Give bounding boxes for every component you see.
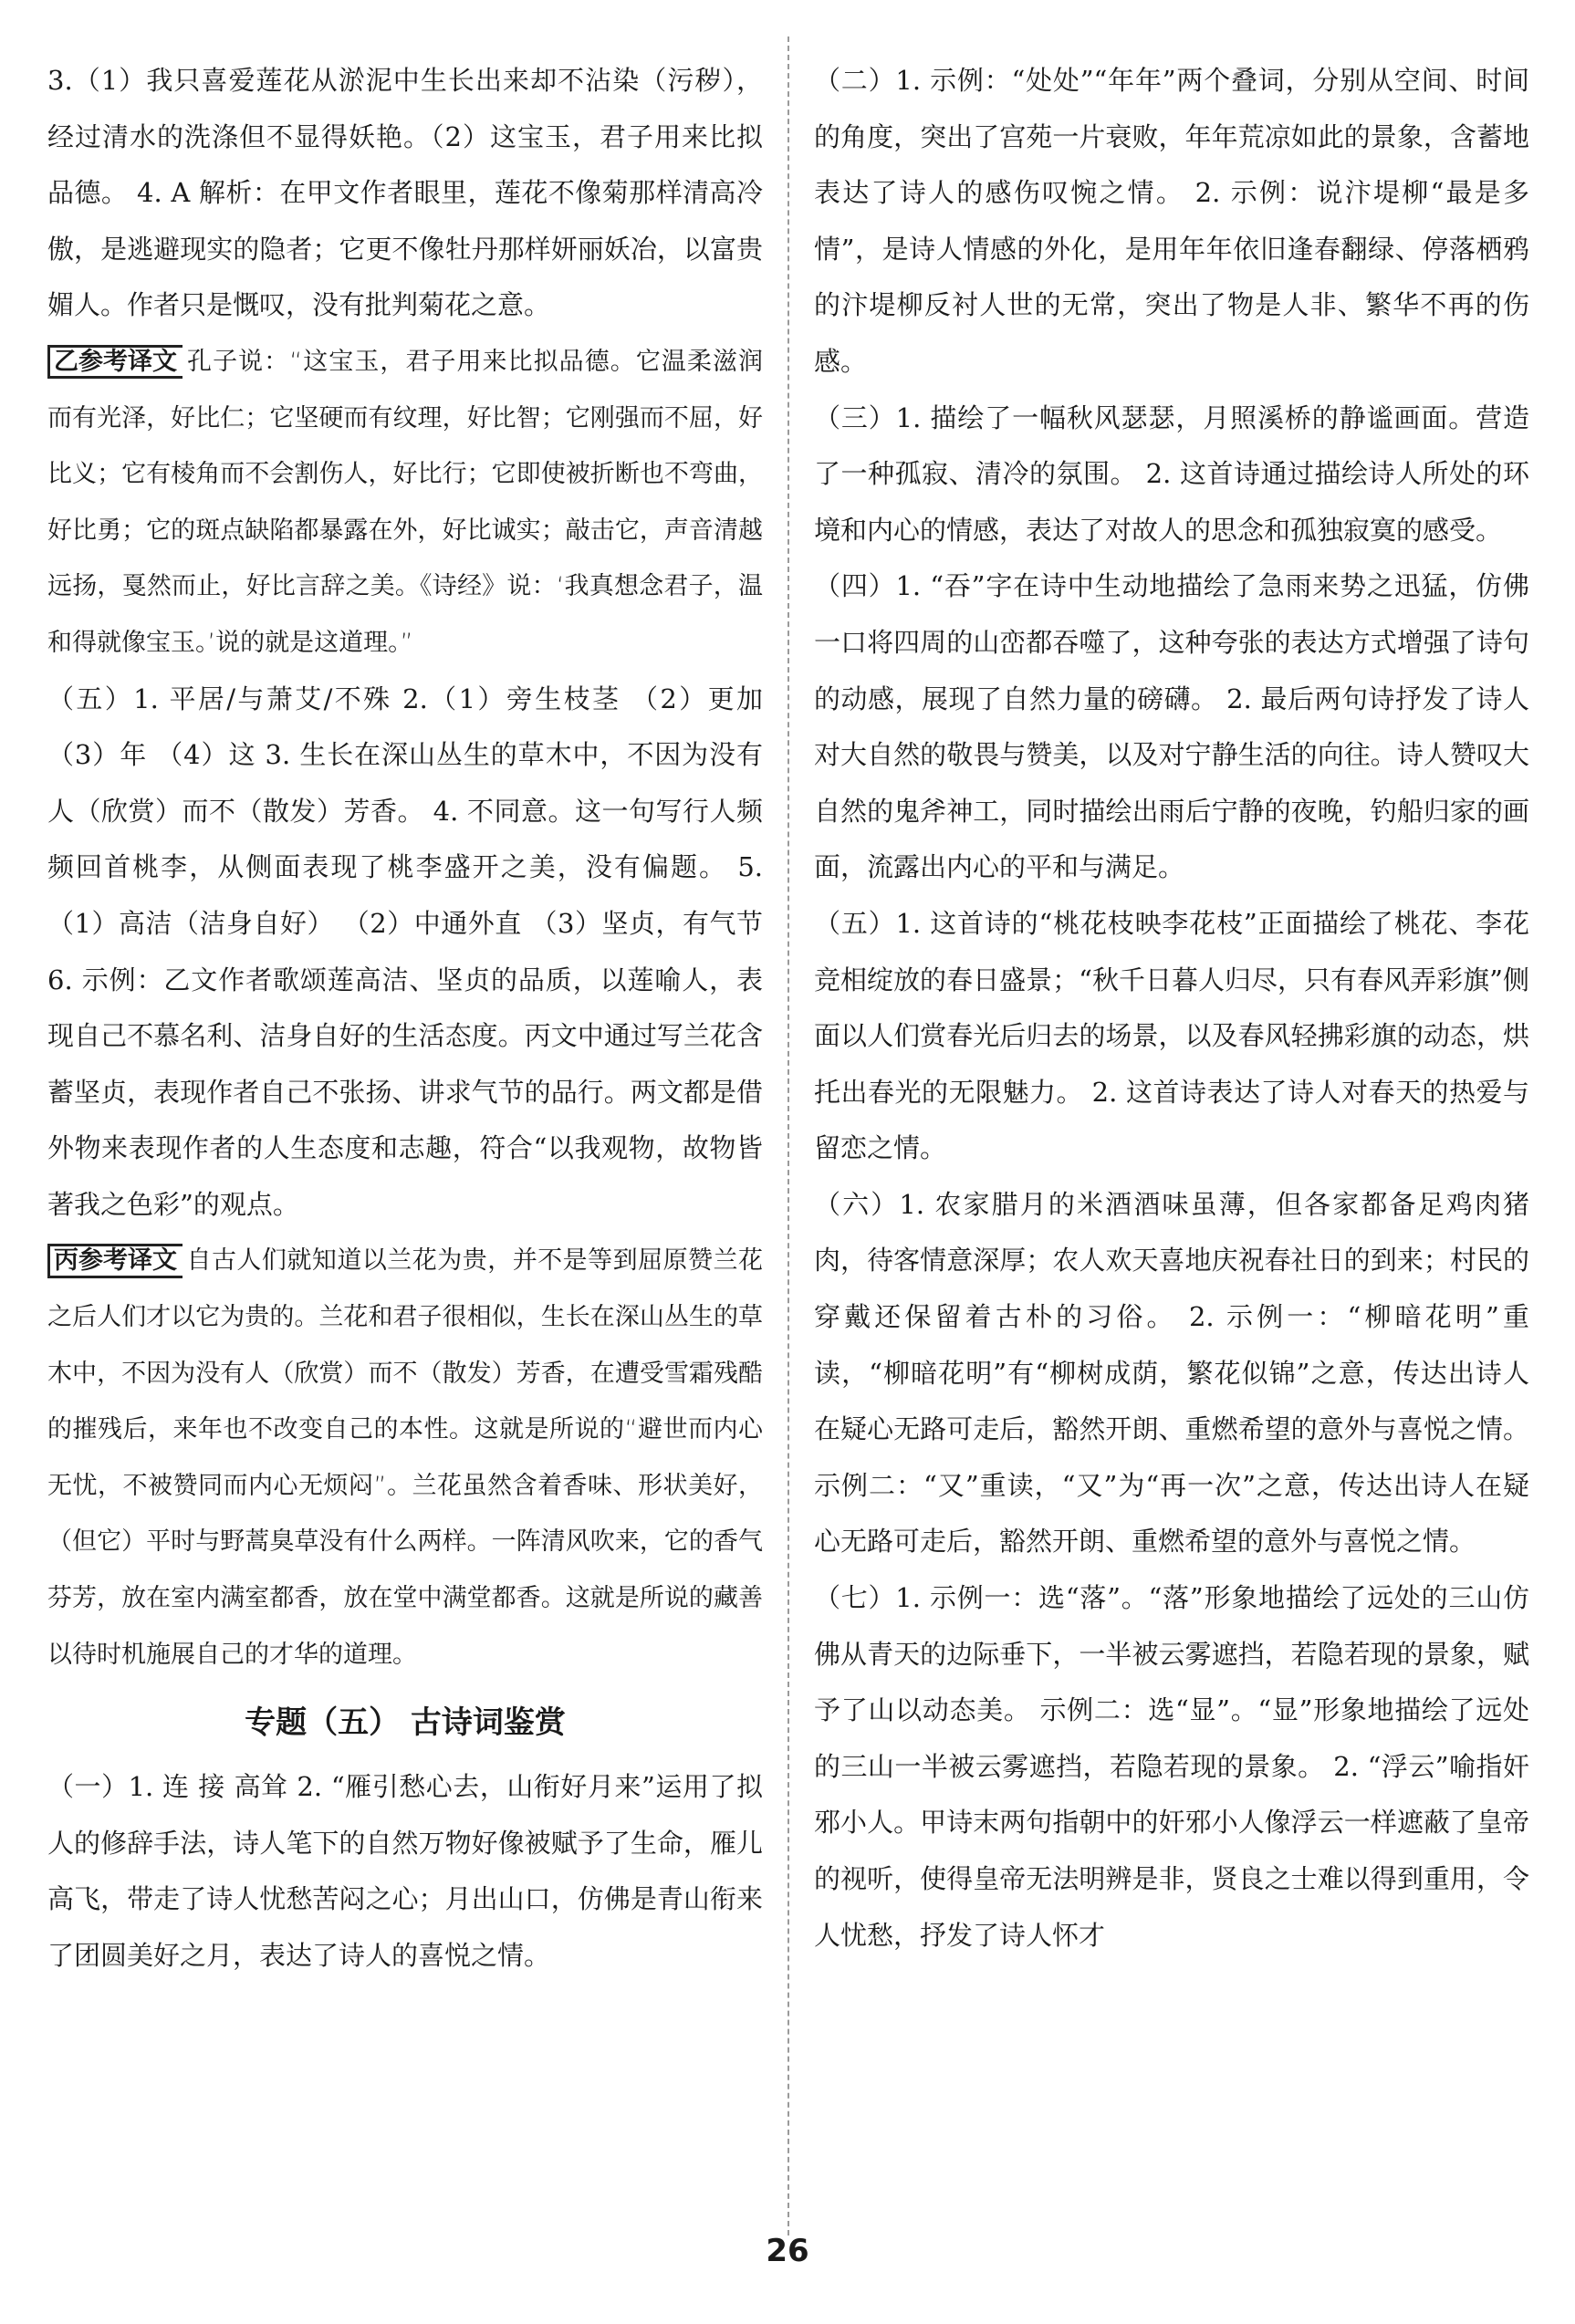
translation-tag-yi: 乙参考译文 [47, 345, 183, 379]
left-column [47, 53, 763, 2206]
translation-yi-text: 孔子说：“这宝玉，君子用来比拟品德。它温柔滋润而有光泽，好比仁；它坚硬而有纹理，好比智；它刚强而不屈，好比义；它有棱角而不会割伤人，好比行；它即使被折断也不弯曲，好比勇；它的斑点缺陷都暴露在外，好比诚实；敲击它，声音清越远扬，戛然而止，好比言辞之美。《诗经》说：‘我真想念君子，温和得就像宝玉。’说的就是这道理。” [47, 347, 763, 657]
answer-block-poetry-7: （七）1. 示例一：选“落”。“落”形象地描绘了远处的三山仿佛从青天的边际垂下，一半被云雾遮挡，若隐若现的景象，赋予了山以动态美。 示例二：选“显”。“显”形象地描绘了远处的三山一半被云雾遮挡，若隐若现的景象。 2. “浮云”喻指奸邪小人。甲诗末两句指朝中的奸邪小人像浮云一样遮蔽了皇帝的视听，使得皇帝无法明辨是非，贤良之士难以得到重用，令人忧愁，抒发了诗人怀才 [814, 1582, 1529, 1951]
translation-bing [47, 1233, 763, 1683]
translation-yi [47, 334, 763, 672]
translation-tag-bing: 丙参考译文 [47, 1244, 183, 1277]
answer-block-poetry-2: （二）1. 示例：“处处”“年年”两个叠词，分别从空间、时间的角度，突出了宫苑一片衰败，年年荒凉如此的景象，含蓄地表达了诗人的感伤叹惋之情。 2. 示例：说汴堤柳“最是多情”，是诗人情感的外化，是用年年依旧逢春翻绿、停落栖鸦的汴堤柳反衬人世的无常，突出了物是人非、繁华不再的伤感。 [814, 65, 1529, 377]
right-column [814, 53, 1529, 2206]
answer-block-poetry-1: （一）1. 连 接 高耸 2. “雁引愁心去，山衔好月来”运用了拟人的修辞手法，诗人笔下的自然万物好像被赋予了生命，雁儿高飞，带走了诗人忧愁苦闷之心；月出山口，仿佛是青山衔来了团圆美好之月，表达了诗人的喜悦之情。 [47, 1771, 763, 1971]
answer-block-poetry-6: （六）1. 农家腊月的米酒酒味虽薄，但各家都备足鸡肉猪肉，待客情意深厚；农人欢天喜地庆祝春社日的到来；村民的穿戴还保留着古朴的习俗。 2. 示例一：“柳暗花明”重读，“柳暗花明”有“柳树成荫，繁花似锦”之意，传达出诗人在疑心无路可走后，豁然开朗、重燃希望的意外与喜悦之情。 示例二：“又”重读，“又”为“再一次”之意，传达出诗人在疑心无路可走后，豁然开朗、重燃希望的意外与喜悦之情。 [814, 1188, 1529, 1558]
answer-block-3-4: 3.（1）我只喜爱莲花从淤泥中生长出来却不沾染（污秽），经过清水的洗涤但不显得妖艳。（2）这宝玉，君子用来比拟品德。 4. A 解析：在甲文作者眼里，莲花不像菊那样清高冷傲，是逃避现实的隐者；它更不像牡丹那样妍丽妖冶，以富贵媚人。作者只是慨叹，没有批判菊花之意。 [47, 65, 763, 321]
section-heading: 专题（五） 古诗词鉴赏 [245, 1704, 566, 1742]
page-number: 26 [766, 2233, 809, 2269]
answer-block-5: （五）1. 平居/与萧艾/不殊 2.（1）旁生枝茎 （2）更加 （3）年 （4）这 3. 生长在深山丛生的草木中，不因为没有人（欣赏）而不（散发）芳香。 4. 不同意。这一句写行人频频回首桃李，从侧面表现了桃李盛开之美，没有偏题。 5.（1）高洁（洁身自好） （2）中通外直 （3）坚贞，有气节 6. 示例：乙文作者歌颂莲高洁、坚贞的品质，以莲喻人，表现自己不慕名利、洁身自好的生活态度。丙文中通过写兰花含蓄坚贞，表现作者自己不张扬、讲求气节的品行。两文都是借外物来表现作者的人生态度和志趣，符合“以我观物，故物皆著我之色彩”的观点。 [47, 683, 763, 1220]
column-divider [788, 36, 789, 2235]
answer-block-poetry-4: （四）1. “吞”字在诗中生动地描绘了急雨来势之迅猛，仿佛一口将四周的山峦都吞噬了，这种夸张的表达方式增强了诗句的动感，展现了自然力量的磅礴。 2. 最后两句诗抒发了诗人对大自然的敬畏与赞美，以及对宁静生活的向往。诗人赞叹大自然的鬼斧神工，同时描绘出雨后宁静的夜晚，钓船归家的画面，流露出内心的平和与满足。 [814, 570, 1529, 883]
translation-bing-text: 自古人们就知道以兰花为贵，并不是等到屈原赞兰花之后人们才以它为贵的。兰花和君子很相似，生长在深山丛生的草木中，不因为没有人（欣赏）而不（散发）芳香，在遭受雪霜残酷的摧残后，来年也不改变自己的本性。这就是所说的“避世而内心无忧，不被赞同而内心无烦闷”。兰花虽然含着香味、形状美好，（但它）平时与野蒿臭草没有什么两样。一阵清风吹来，它的香气芬芳，放在室内满室都香，放在堂中满堂都香。这就是所说的藏善以待时机施展自己的才华的道理。 [47, 1246, 763, 1669]
answer-block-poetry-3: （三）1. 描绘了一幅秋风瑟瑟，月照溪桥的静谧画面。营造了一种孤寂、清冷的氛围。 2. 这首诗通过描绘诗人所处的环境和内心的情感，表达了对故人的思念和孤独寂寞的感受。 [814, 401, 1529, 546]
answer-block-poetry-5: （五）1. 这首诗的“桃花枝映李花枝”正面描绘了桃花、李花竞相绽放的春日盛景；“秋千日暮人归尽，只有春风弄彩旗”侧面以人们赏春光后归去的场景，以及春风轻拂彩旗的动态，烘托出春光的无限魅力。 2. 这首诗表达了诗人对春天的热爱与留恋之情。 [814, 907, 1529, 1164]
